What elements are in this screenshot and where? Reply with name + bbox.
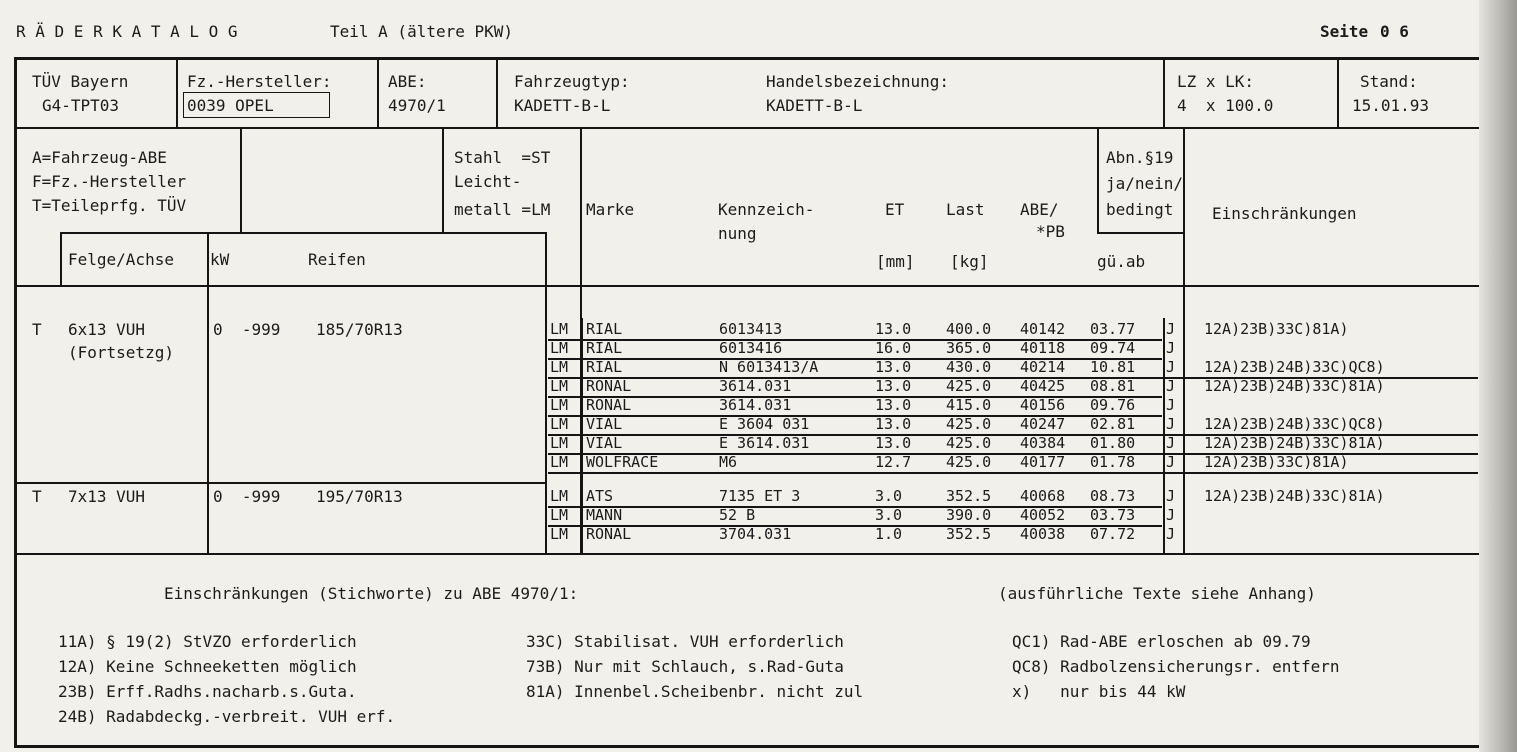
stand-value: 15.01.93 — [1352, 96, 1430, 115]
wheel-row: LM RIAL N 6013413/A 13.0 430.0 40214 10.81 J 12A)23B)24B)33C)QC8) — [0, 358, 1480, 377]
restriction-item: 81A) Innenbel.Scheibenbr. nicht zul — [526, 682, 864, 701]
col-et: ET — [885, 200, 905, 219]
group-2-felge: 7x13 VUH — [68, 487, 146, 506]
wheel-row: LM WOLFRACE M6 12.7 425.0 40177 01.78 J 12A)23B)33C)81A) — [0, 453, 1480, 472]
wheel-row: LM RONAL 3704.031 1.0 352.5 40038 07.72 J — [550, 525, 1176, 543]
restriction-item: QC8) Radbolzensicherungsr. entfern — [1012, 657, 1340, 676]
footer-heading: Einschränkungen (Stichworte) zu ABE 4970/1: — [164, 584, 579, 603]
lzlk-label: LZ x LK: — [1177, 72, 1255, 91]
abe-label: ABE: — [388, 72, 427, 91]
legend-line2: F=Fz.-Hersteller — [32, 172, 187, 191]
handelsbez-label: Handelsbezeichnung: — [766, 72, 950, 91]
group-1-kw: 0 -999 — [213, 320, 281, 339]
restriction-item: 11A) § 19(2) StVZO erforderlich — [58, 632, 357, 651]
lzlk-value: 4 x 100.0 — [1177, 96, 1274, 115]
wheel-row: LM ATS 7135 ET 3 3.0 352.5 40068 08.73 J 12A)23B)24B)33C)81A) — [0, 487, 1480, 506]
col-gueab: gü.ab — [1097, 252, 1146, 271]
restriction-item: 12A) Keine Schneeketten möglich — [58, 657, 357, 676]
col-kennzeichnung-1: Kennzeich- — [718, 200, 815, 219]
restriction-item: 33C) Stabilisat. VUH erforderlich — [526, 632, 844, 651]
catalog-title: R Ä D E R K A T A L O G — [16, 22, 238, 41]
group-1-type: T — [32, 320, 42, 339]
stahl-line2: Leicht- — [454, 172, 522, 191]
legend-line3: T=Teileprfg. TÜV — [32, 196, 187, 215]
wheel-row: LM RONAL 3614.031 13.0 425.0 40425 08.81 J 12A)23B)24B)33C)81A) — [0, 377, 1480, 396]
col-last: Last — [946, 200, 985, 219]
restriction-item: 24B) Radabdeckg.-verbreit. VUH erf. — [58, 707, 396, 726]
abe-value: 4970/1 — [388, 96, 446, 115]
restriction-item: 73B) Nur mit Schlauch, s.Rad-Guta — [526, 657, 844, 676]
stand-label: Stand: — [1360, 72, 1418, 91]
catalog-subtitle: Teil A (ältere PKW) — [330, 22, 514, 41]
col-abn-3: bedingt — [1106, 200, 1174, 219]
scan-edge-shadow — [1479, 0, 1517, 752]
col-last-unit: [kg] — [950, 252, 989, 271]
group-2-kw: 0 -999 — [213, 487, 281, 506]
col-abe-2: *PB — [1036, 222, 1065, 241]
body-bottom-divider — [17, 553, 1495, 555]
wheel-row: LM RIAL 6013416 16.0 365.0 40118 09.74 J — [0, 339, 1480, 358]
tuev-code: G4-TPT03 — [42, 96, 120, 115]
wheel-row: LM VIAL E 3604 031 13.0 425.0 40247 02.81 J 12A)23B)24B)33C)QC8) — [0, 415, 1480, 434]
group-1-reifen: 185/70R13 — [316, 320, 403, 339]
col-marke: Marke — [586, 200, 635, 219]
col-abe-1: ABE/ — [1020, 200, 1059, 219]
handelsbez-value: KADETT-B-L — [766, 96, 863, 115]
wheel-row: LM MANN 52 B 3.0 390.0 40052 03.73 J — [0, 506, 1480, 525]
col-felge-achse: Felge/Achse — [68, 250, 174, 269]
col-reifen: Reifen — [308, 250, 366, 269]
page-number: 0 6 — [1380, 22, 1409, 41]
group-2-reifen: 195/70R13 — [316, 487, 403, 506]
wheel-row: LM VIAL E 3614.031 13.0 425.0 40384 01.80 J 12A)23B)24B)33C)81A) — [0, 434, 1480, 453]
col-et-unit: [mm] — [876, 252, 915, 271]
group-2-type: T — [32, 487, 42, 506]
page-label: Seite — [1320, 22, 1369, 41]
restriction-item: QC1) Rad-ABE erloschen ab 09.79 — [1012, 632, 1311, 651]
restriction-item: x) nur bis 44 kW — [1012, 682, 1186, 701]
col-kw: kW — [210, 250, 230, 269]
col-abn-2: ja/nein/ — [1106, 174, 1184, 193]
hersteller-value: 0039 OPEL — [187, 96, 274, 115]
header-divider — [17, 127, 1495, 129]
fahrzeugtyp-value: KADETT-B-L — [514, 96, 611, 115]
group-1-felge-note: (Fortsetzg) — [68, 343, 174, 362]
legend-line1: A=Fahrzeug-ABE — [32, 148, 167, 167]
col-einschraenkungen: Einschränkungen — [1212, 204, 1357, 223]
stahl-line3: metall =LM — [454, 200, 551, 219]
restriction-item: 23B) Erff.Radhs.nacharb.s.Guta. — [58, 682, 357, 701]
col-kennzeichnung-2: nung — [718, 224, 757, 243]
wheel-row: LM RIAL 6013413 13.0 400.0 40142 03.77 J 12A)23B)33C)81A) — [0, 320, 1480, 339]
group-1-felge: 6x13 VUH — [68, 320, 146, 339]
wheel-row: LM RONAL 3614.031 13.0 415.0 40156 09.76 J — [0, 396, 1480, 415]
hersteller-label: Fz.-Hersteller: — [187, 72, 332, 91]
footer-note: (ausführliche Texte siehe Anhang) — [998, 584, 1316, 603]
stahl-line1: Stahl =ST — [454, 148, 551, 167]
fahrzeugtyp-label: Fahrzeugtyp: — [514, 72, 630, 91]
col-abn-1: Abn.§19 — [1106, 148, 1174, 167]
tuev-label: TÜV Bayern — [32, 72, 129, 91]
